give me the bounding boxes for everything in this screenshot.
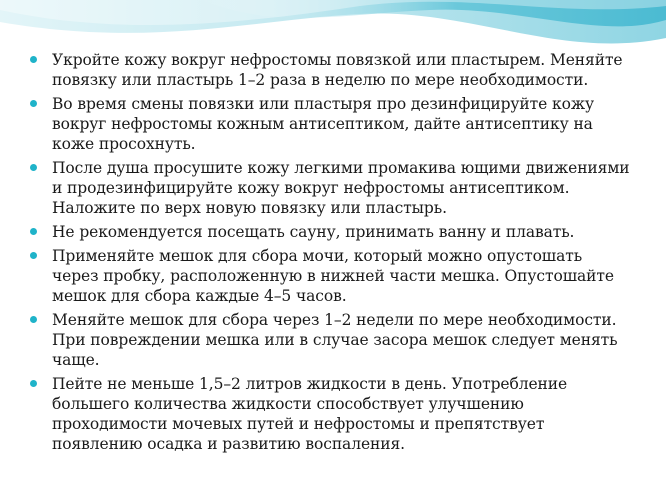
list-item (30, 94, 630, 154)
bullet-dot-icon (30, 380, 37, 387)
list-item-text: Пейте не меньше 1,5–2 литров жидкости в день. Употребление большего количества жидкости способствует улучшению проходимости мочевых путей и нефростомы и препятствует появлению осадка и развитию воспаления. (52, 375, 568, 453)
list-item-text: Укройте кожу вокруг нефростомы повязкой или пластырем. Меняйте повязку или пластырь 1–2 раза в неделю по мере необходимости. (52, 51, 623, 89)
list-item (30, 222, 630, 242)
list-item-text: Меняйте мешок для сбора через 1–2 недели по мере необходимости. При повреждении мешка или в случае засора мешок следует менять чаще. (52, 311, 618, 369)
bullet-dot-icon (30, 100, 37, 107)
list-item-text: Не рекомендуется посещать сауну, принимать ванну и плавать. (52, 223, 575, 241)
list-item (30, 158, 630, 218)
list-item (30, 310, 630, 370)
bullet-dot-icon (30, 228, 37, 235)
list-item (30, 50, 630, 90)
list-item-text: Применяйте мешок для сбора мочи, который можно опустошать через пробку, расположенную в нижней части мешка. Опустошайте мешок для сбора каждые 4–5 часов. (52, 247, 614, 305)
list-item-text: После душа просушите кожу легкими промакива ющими движениями и продезинфицируйте кожу вокруг нефростомы антисептиком. Наложите по верх новую повязку или пластырь. (52, 159, 630, 217)
list-item (30, 246, 630, 306)
content-area (30, 50, 630, 458)
list-item-text: Во время смены повязки или пластыря про дезинфицируйте кожу вокруг нефростомы кожным антисептиком, дайте антисептику на коже просохнуть. (52, 95, 595, 153)
bullet-dot-icon (30, 56, 37, 63)
bullet-dot-icon (30, 164, 37, 171)
list-item (30, 374, 630, 454)
instruction-list (30, 50, 630, 454)
bullet-dot-icon (30, 316, 37, 323)
bullet-dot-icon (30, 252, 37, 259)
